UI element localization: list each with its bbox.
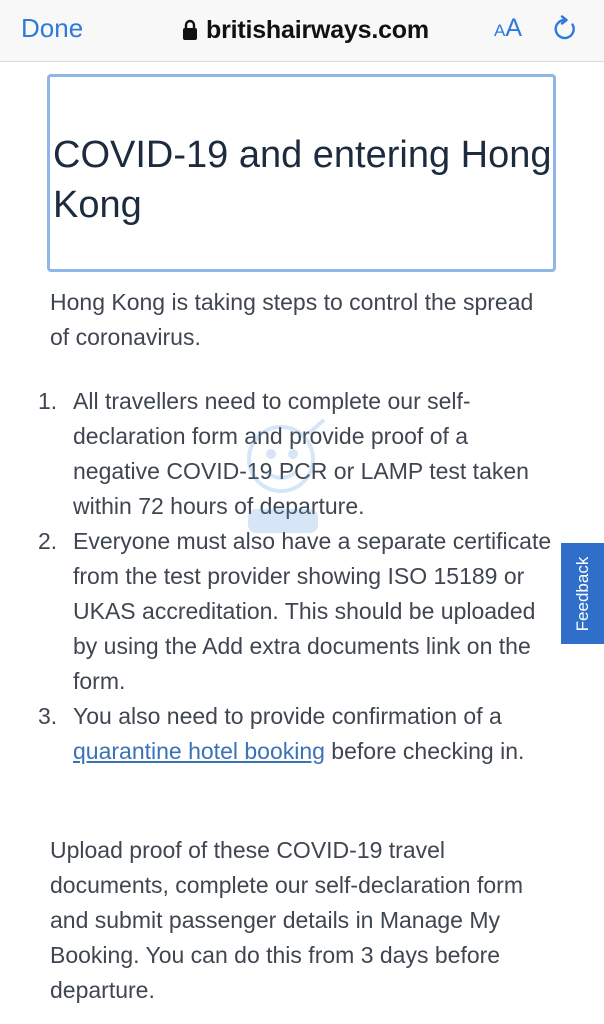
url-text: britishairways.com: [206, 15, 429, 44]
text-size-small-label: A: [494, 21, 506, 40]
browser-toolbar: [0, 0, 604, 62]
text-size-large-label: A: [505, 14, 523, 42]
lock-icon: [182, 19, 198, 41]
title-focus-box: [47, 74, 556, 272]
list-item: [0, 699, 560, 769]
list-item-number: 1.: [38, 388, 58, 414]
page-title: COVID-19 and entering Hong Kong: [53, 134, 552, 226]
list-item-text: Everyone must also have a separate certificate from the test provider showing ISO 15189 or UKAS accreditation. This should be uploaded by using the Add extra documents link on the form.: [73, 528, 552, 694]
list-item-text-before: You also need to provide confirmation of a: [73, 703, 502, 729]
text-size-button[interactable]: [494, 14, 522, 43]
done-button[interactable]: Done: [21, 13, 84, 43]
reload-icon[interactable]: [552, 15, 578, 43]
upload-paragraph: Upload proof of these COVID-19 travel documents, complete our self-declaration form and submit passenger details in Manage My Booking. You can do this from 3 days before departure.: [50, 837, 523, 1003]
list-item-number: 2.: [38, 528, 58, 554]
feedback-tab[interactable]: [561, 543, 604, 644]
list-item-text: All travellers need to complete our self-declaration form and provide proof of a negative COVID-19 PCR or LAMP test taken within 72 hours of departure.: [73, 388, 529, 519]
list-item-text-after: before checking in.: [324, 738, 525, 764]
list-item-number: 3.: [38, 703, 58, 729]
watermark-icon: [236, 414, 336, 564]
address-bar[interactable]: [182, 14, 429, 46]
feedback-label: Feedback: [572, 556, 592, 631]
quarantine-hotel-booking-link[interactable]: quarantine hotel booking: [73, 738, 325, 764]
intro-paragraph: Hong Kong is taking steps to control the spread of coronavirus.: [50, 289, 534, 350]
